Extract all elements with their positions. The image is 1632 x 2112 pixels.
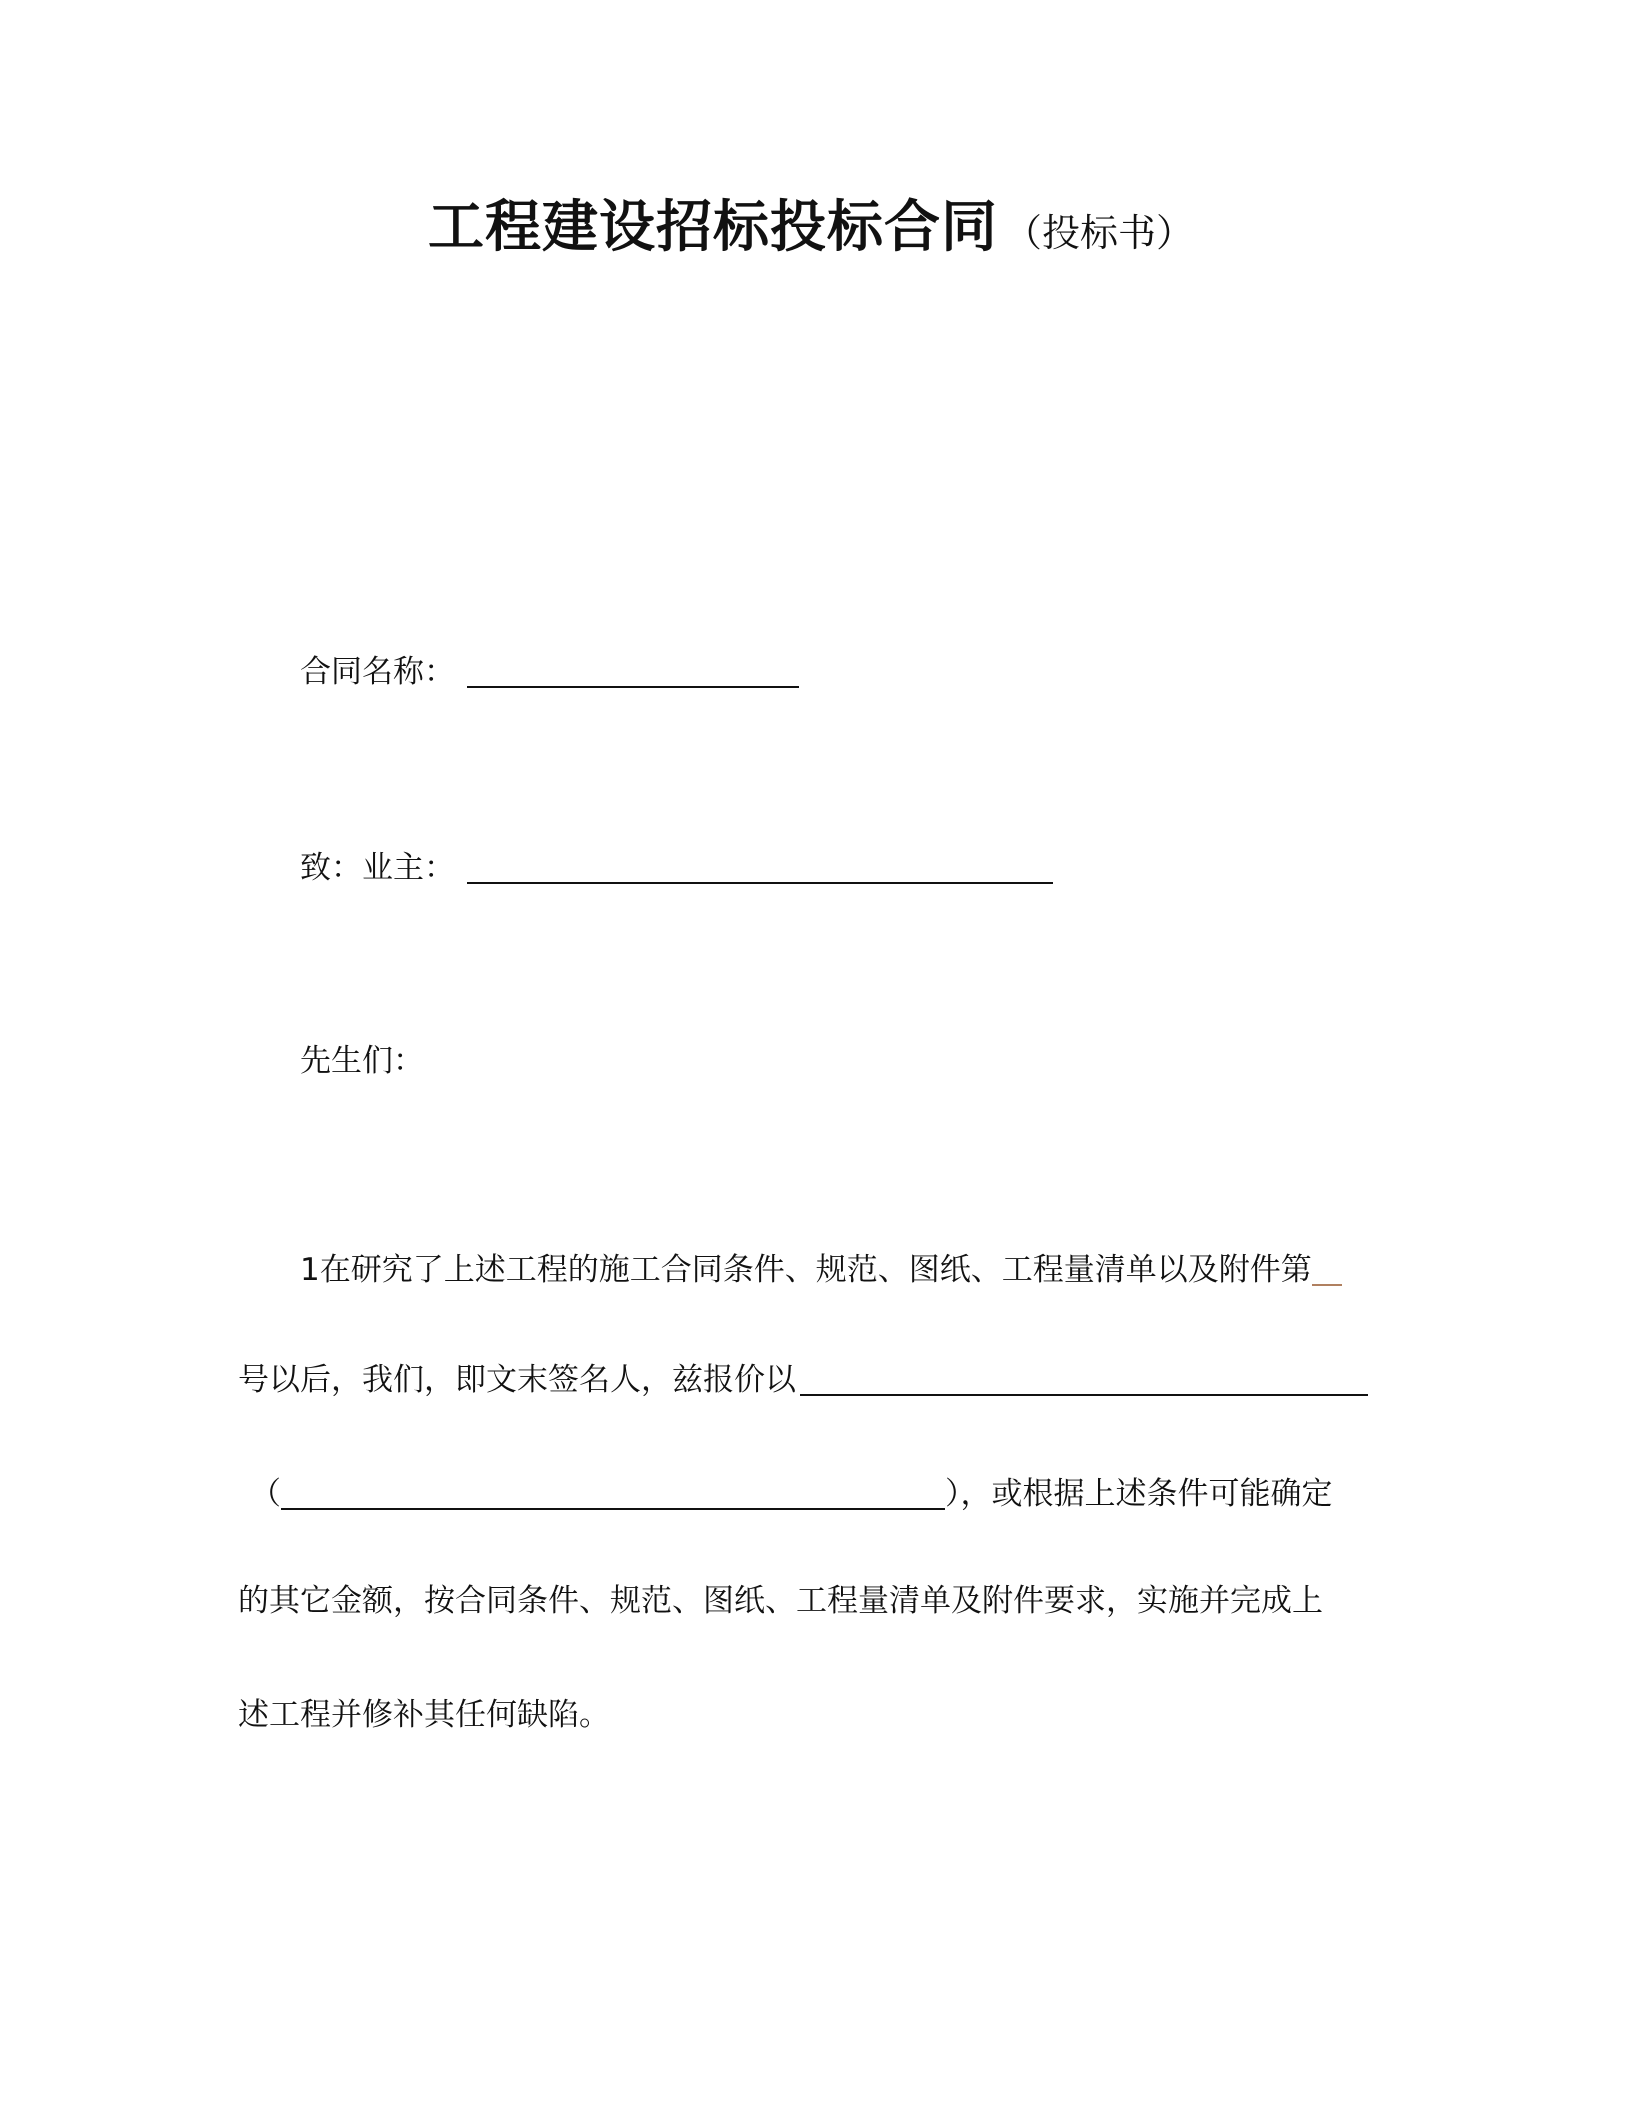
contract-name-label: 合同名称： [300,654,455,690]
para1-line2 [238,1358,1368,1396]
salutation-row [300,1043,424,1079]
para1-line1-text: 1在研究了上述工程的施工合同条件、规范、图纸、工程量清单以及附件第 [300,1252,1312,1288]
para1-line4-text: 的其它金额，按合同条件、规范、图纸、工程量清单及附件要求，实施并完成上 [238,1583,1323,1619]
para1-line5 [238,1697,610,1733]
contract-name-row [300,650,799,688]
salutation: 先生们： [300,1043,424,1079]
price-words-blank[interactable] [800,1358,1368,1396]
open-paren: （ [250,1476,281,1512]
annex-number-blank[interactable] [1312,1248,1342,1286]
owner-row [300,846,1053,884]
title-main: 工程建设招标投标合同 [428,195,998,260]
title-suffix: （投标书） [1004,211,1195,255]
contract-name-blank[interactable] [467,650,799,688]
para1-line3 [250,1472,1333,1510]
owner-blank[interactable] [467,846,1053,884]
para1-line5-text: 述工程并修补其任何缺陷。 [238,1697,610,1733]
para1-line3-text: ），或根据上述条件可能确定 [945,1476,1333,1512]
para1-line4 [238,1583,1323,1619]
owner-label: 致：业主： [300,850,455,886]
para1-line1 [300,1248,1342,1286]
document-title [428,195,1195,260]
price-figures-blank[interactable] [281,1472,945,1510]
para1-line2-text: 号以后，我们，即文末签名人，兹报价以 [238,1362,796,1398]
